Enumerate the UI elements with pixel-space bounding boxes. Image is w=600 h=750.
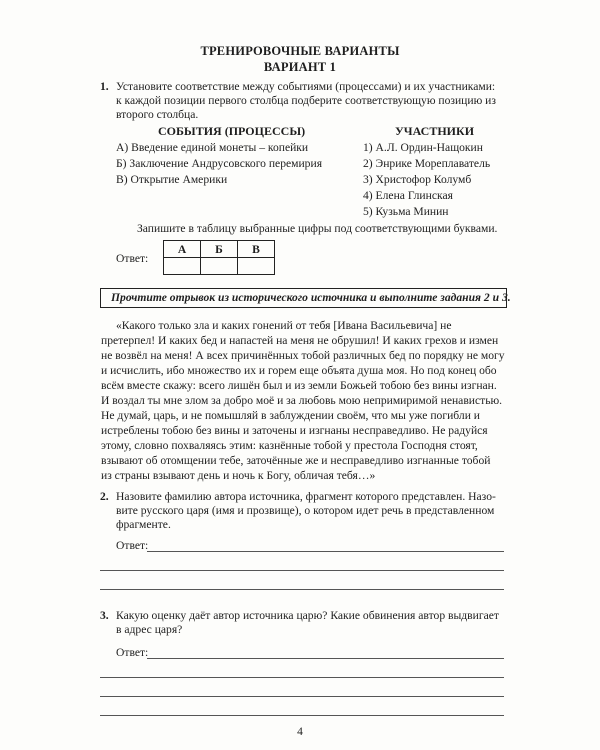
task1-text-line-1: Установите соответствие между событиями (процессами) и их участниками: <box>116 80 496 93</box>
participant-item-5: 5) Кузьма Минин <box>363 205 449 218</box>
task3-number: 3. <box>100 609 109 622</box>
task3-answer-line[interactable] <box>100 715 504 716</box>
answer-table <box>163 240 275 275</box>
page-number: 4 <box>297 726 303 738</box>
answer-table-header-b: Б <box>201 241 238 258</box>
answer-cell-b[interactable] <box>201 258 238 275</box>
source-text-line-2: претерпел! И каких бед и напастей на меня не обрушил! И каких грехов и измен <box>101 334 499 347</box>
task2-answer-line[interactable] <box>100 589 504 590</box>
source-text-line-9: этому, словно похваляясь этим: казнённые тобой у престола Господня стоят, <box>101 439 478 452</box>
task3-answer-label: Ответ: <box>116 646 149 659</box>
answer-cell-c[interactable] <box>238 258 275 275</box>
event-item-c: В) Открытие Америки <box>116 173 228 186</box>
task1-answer-label: Ответ: <box>116 252 149 265</box>
task3-text-line-2: в адрес царя? <box>116 623 183 636</box>
task1-instruction: Запишите в таблицу выбранные цифры под соответствующими буквами. <box>137 222 498 235</box>
source-text-line-3: не возвёл на меня! А всех причинённых тобой различных бед по порядку не могу <box>101 349 505 362</box>
source-text-line-6: И воздал ты мне злом за добро моё и за любовь мою непримиримой ненавистью. <box>101 394 503 407</box>
event-item-b: Б) Заключение Андрусовского перемирия <box>116 157 323 170</box>
participant-item-3: 3) Христофор Колумб <box>363 173 472 186</box>
participant-item-4: 4) Елена Глинская <box>363 189 453 202</box>
participant-item-2: 2) Энрике Мореплаватель <box>363 157 491 170</box>
variant-title: ВАРИАНТ 1 <box>263 60 337 74</box>
source-instruction-box <box>100 288 511 308</box>
source-text-line-10: взывают об отомщении тебе, заточённые же и несправедливо изгнанные тобой <box>101 454 491 467</box>
task2-text-line-2: вите русского царя (имя и прозвище), о котором идет речь в представленном <box>116 504 495 517</box>
task3-text-line-1: Какую оценку даёт автор источника царю? Какие обвинения автор выдвигает <box>116 609 499 622</box>
event-item-a: А) Введение единой монеты – копейки <box>116 141 309 154</box>
task3-answer-line[interactable] <box>100 677 504 678</box>
task2-text-line-1: Назовите фамилию автора источника, фрагмент которого представлен. Назо- <box>116 490 496 503</box>
participant-item-1: 1) А.Л. Ордин-Нащокин <box>363 141 483 154</box>
task2-answer-line[interactable] <box>147 551 504 552</box>
source-text-line-5: всём вместе скажу: всего лишён был и из земли Божьей тобою без вины изгнан. <box>101 379 497 392</box>
participants-header: УЧАСТНИКИ <box>395 124 475 138</box>
answer-cell-a[interactable] <box>164 258 201 275</box>
task2-text-line-3: фрагменте. <box>116 518 171 531</box>
task1-text-line-2: к каждой позиции первого столбца подберите соответствующую позицию из <box>116 94 496 107</box>
source-text-line-1: «Какого только зла и каких гонений от тебя [Ивана Васильевича] не <box>116 319 452 332</box>
task2-answer-line[interactable] <box>100 570 504 571</box>
task3-answer-line[interactable] <box>100 696 504 697</box>
source-text-line-4: и исчислить, ибо множество их и горем еще объята душа моя. Но под конец обо <box>101 364 497 377</box>
source-instruction-text: Прочтите отрывок из исторического источника и выполните задания 2 и 3. <box>111 291 511 304</box>
source-text-line-8: истреблены тобою без вины и заточены и изгнаны несправедливо. Не радуйся <box>101 424 488 437</box>
task1-number: 1. <box>100 80 109 93</box>
answer-table-header-a: А <box>164 241 201 258</box>
task2-answer-label: Ответ: <box>116 539 149 552</box>
page-title: ТРЕНИРОВОЧНЫЕ ВАРИАНТЫ <box>200 44 400 58</box>
task2-number: 2. <box>100 490 109 503</box>
source-text-line-11: из страны взывают день и ночь к Богу, обличая тебя…» <box>101 469 376 482</box>
task1-text-line-3: второго столбца. <box>116 108 199 121</box>
events-header: СОБЫТИЯ (ПРОЦЕССЫ) <box>158 124 306 138</box>
task3-answer-line[interactable] <box>147 658 504 659</box>
answer-table-header-c: В <box>238 241 275 258</box>
source-text-line-7: Не думай, царь, и не помышляй в заблуждении своём, что мы уже погибли и <box>101 409 480 422</box>
